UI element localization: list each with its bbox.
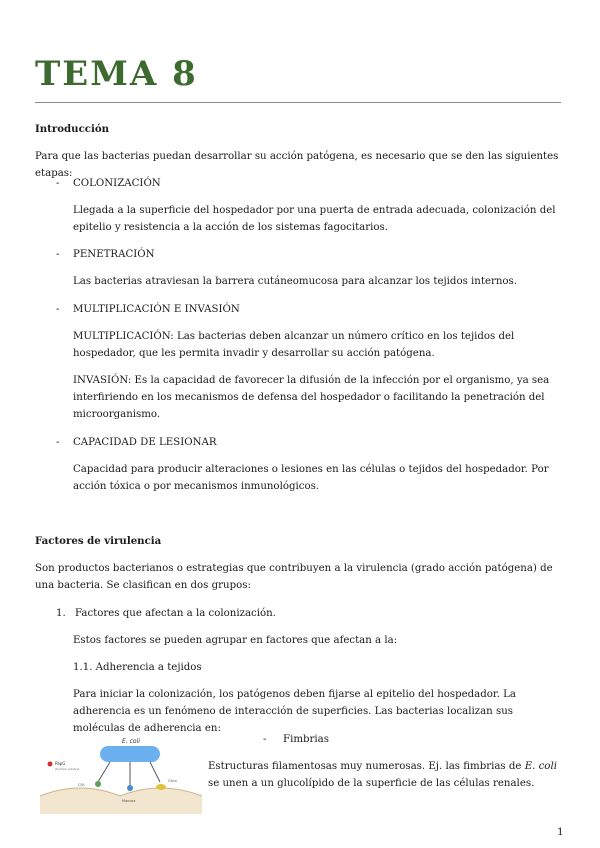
stage-multiplicacion-text: MULTIPLICACIÓN: Las bacterias deben alcanzar un número crítico en los tejidos del hospedador, que les permita invadir y desarrollar su acción patógena.: [73, 331, 515, 359]
bacterium-cell: [100, 746, 160, 762]
stage-colonizacion: [56, 175, 576, 192]
virulence-lead: Son productos bacterianos o estrategias que contribuyen a la virulencia (grado acción patógena) de una bacteria. Se clasifican en dos grupos:: [35, 563, 553, 591]
fimbria-right: [150, 762, 160, 782]
intro-heading: Introducción: [35, 123, 110, 135]
page-title: TEMA 8: [35, 54, 198, 94]
bullet-dash: -: [263, 734, 267, 745]
legend-dot: [48, 762, 53, 767]
stage-colonizacion-text: Llegada a la superficie del hospedador por una puerta de entrada adecuada, colonización del epitelio y resistencia a la acción de los sistemas fagocitarios.: [73, 205, 556, 233]
host-cell-surface: [40, 788, 202, 814]
virulence-heading: Factores de virulencia: [35, 535, 162, 547]
subsection-adherencia-text: Para iniciar la colonización, los patógenos deben fijarse al epitelio del hospedador. La adherencia es un fenómeno de interacción de superficies. Las bacterias localizan sus moléculas de adherencia en:: [73, 689, 516, 734]
fimbrias-bullet: [263, 731, 463, 748]
stage-label: COLONIZACIÓN: [73, 178, 161, 189]
species-name: E. coli: [524, 761, 557, 772]
subsection-adherencia: 1.1. Adherencia a tejidos: [73, 662, 202, 673]
fimbria-left: [98, 762, 110, 782]
fimbrias-figure: [40, 734, 202, 814]
bullet-dash: -: [56, 178, 60, 189]
label-left: CFA: [78, 783, 85, 787]
bullet-dash: -: [56, 437, 60, 448]
stage-multiplicacion: [56, 301, 576, 318]
adhesin-mid: [127, 785, 133, 791]
legend-label: PapG: [55, 761, 66, 766]
label-right: Glico: [168, 779, 177, 783]
stage-lesionar: [56, 434, 576, 451]
bacterium-label: E. coli: [122, 738, 140, 745]
bullet-dash: -: [56, 304, 60, 315]
legend-sublabel: (human urinary): [55, 767, 80, 771]
stage-penetracion-text: Las bacterias atraviesan la barrera cutáneomucosa para alcanzar los tejidos internos.: [73, 276, 518, 287]
stage-label: PENETRACIÓN: [73, 249, 155, 260]
factor-item-1-text: Estos factores se pueden agrupar en factores que afectan a la:: [73, 635, 398, 646]
adhesin-right: [156, 784, 166, 790]
list-number: 1.: [56, 608, 66, 619]
factor-item-1-label: Factores que afectan a la colonización.: [75, 608, 276, 619]
fimbrias-text: [208, 758, 558, 792]
fimbrias-label: Fimbrias: [283, 734, 329, 745]
stage-penetracion: [56, 246, 576, 263]
intro-lead: Para que las bacterias puedan desarrollar su acción patógena, es necesario que se den las siguientes etapas:: [35, 151, 559, 179]
stage-invasion-text: INVASIÓN: Es la capacidad de favorecer la difusión de la infección por el organismo, ya sea interfiriendo en los mecanismos de defensa del hospedador o facilitando la penetración del microorganismo.: [73, 375, 550, 420]
adhesin-left: [95, 781, 101, 787]
factor-item-1: [56, 605, 576, 622]
stage-label: CAPACIDAD DE LESIONAR: [73, 437, 217, 448]
title-rule: [35, 102, 561, 103]
fimbrias-text-b: se unen a un glucolípido de la superficie de las células renales.: [208, 778, 535, 789]
fimbrias-text-a: Estructuras filamentosas muy numerosas. Ej. las fimbrias de: [208, 761, 525, 772]
page-number: 1: [557, 826, 564, 838]
label-mid: Manosa: [122, 799, 136, 803]
bullet-dash: -: [56, 249, 60, 260]
stage-label: MULTIPLICACIÓN E INVASIÓN: [73, 304, 240, 315]
stage-lesionar-text: Capacidad para producir alteraciones o lesiones en las células o tejidos del hospedador. Por acción tóxica o por mecanismos inmunológicos.: [73, 464, 549, 492]
